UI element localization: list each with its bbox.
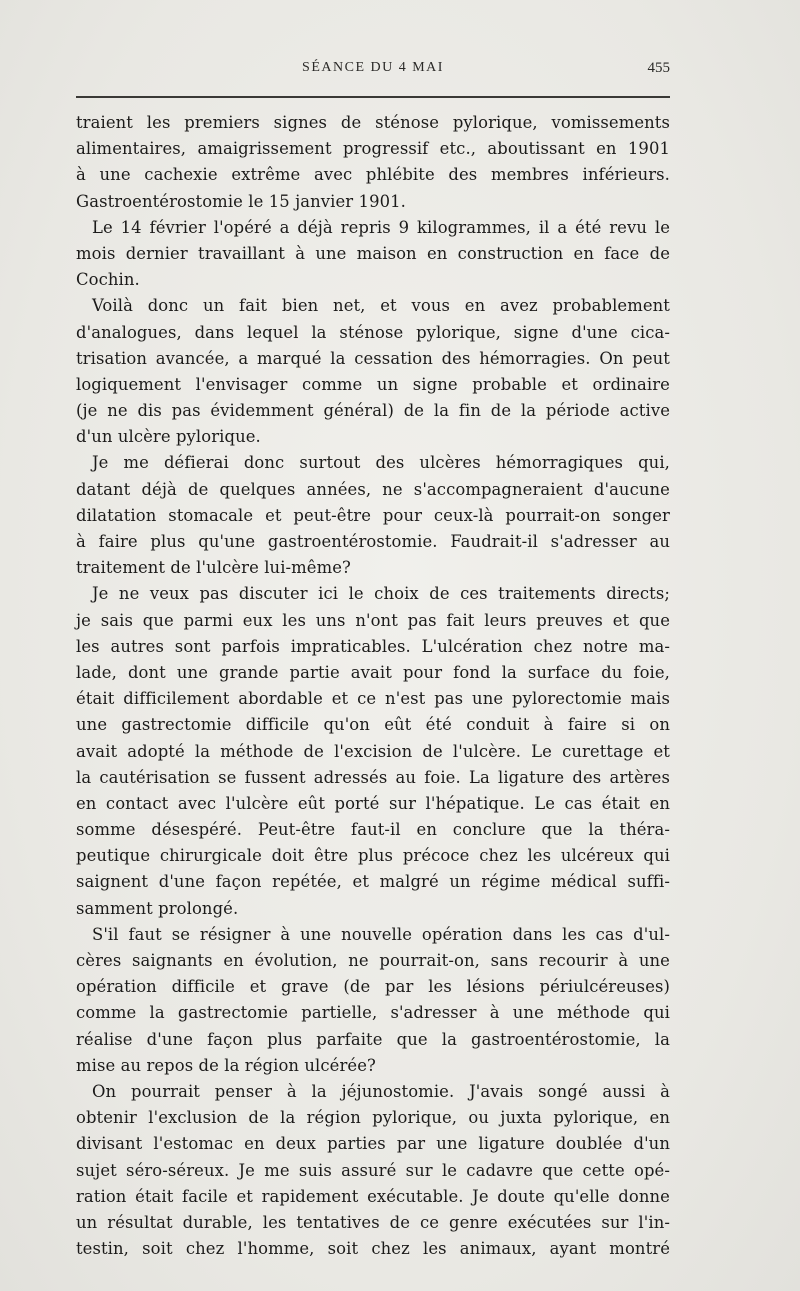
text-line: S'il faut se résigner à une nouvelle opération dans les cas d'ul- [92, 924, 670, 944]
text-line: obtenir l'exclusion de la région pylorique, ou juxta pylorique, en [76, 1108, 670, 1128]
text-line: traitement de l'ulcère lui-même? [76, 558, 351, 578]
text-line: en contact avec l'ulcère eût porté sur l'hépatique. Le cas était en [76, 793, 670, 813]
running-title: SÉANCE DU 4 MAI [302, 60, 444, 75]
text-line: opération difficile et grave (de par les lésions périulcéreuses) [76, 977, 670, 997]
text-line: les autres sont parfois impraticables. L'ulcération chez notre ma- [76, 636, 670, 656]
text-line: Je me défierai donc surtout des ulcères hémorragiques qui, [92, 453, 670, 473]
page-number: 455 [647, 60, 670, 76]
text-line: un résultat durable, les tentatives de ce genre exécutées sur l'in- [76, 1212, 670, 1232]
text-line: la cautérisation se fussent adressés au foie. La ligature des artères [76, 767, 670, 787]
text-line: On pourrait penser à la jéjunostomie. J'avais songé aussi à [92, 1081, 670, 1101]
text-line: alimentaires, amaigrissement progressif etc., aboutissant en 1901 [76, 139, 670, 159]
text-line: logiquement l'envisager comme un signe probable et ordinaire [76, 374, 670, 394]
text-line: somme désespéré. Peut-être faut-il en conclure que la théra- [76, 820, 670, 840]
text-line: peutique chirurgicale doit être plus précoce chez les ulcéreux qui [76, 846, 670, 866]
text-line: d'un ulcère pylorique. [76, 427, 261, 447]
text-line: Voilà donc un fait bien net, et vous en avez probablement [92, 296, 670, 316]
text-line: Gastroentérostomie le 15 janvier 1901. [76, 191, 406, 211]
text-line: lade, dont une grande partie avait pour fond la surface du foie, [76, 662, 670, 682]
text-line: testin, soit chez l'homme, soit chez les animaux, ayant montré [76, 1239, 670, 1259]
text-line: était difficilement abordable et ce n'est pas une pylorectomie mais [76, 689, 670, 709]
text-line: datant déjà de quelques années, ne s'accompagneraient d'aucune [76, 479, 670, 499]
text-line: (je ne dis pas évidemment général) de la fin de la période active [76, 401, 670, 421]
text-line: à une cachexie extrême avec phlébite des membres inférieurs. [76, 165, 670, 185]
text-line: saignent d'une façon repétée, et malgré un régime médical suffi- [76, 872, 670, 892]
text-line: cères saignants en évolution, ne pourrait-on, sans recourir à une [76, 951, 670, 970]
text-line: dilatation stomacale et peut-être pour ceux-là pourrait-on songer [76, 505, 670, 525]
text-line: comme la gastrectomie partielle, s'adresser à une méthode qui [76, 1003, 670, 1023]
text-line: réalise d'une façon plus parfaite que la gastroentérostomie, la [76, 1029, 670, 1049]
text-line: trisation avancée, a marqué la cessation des hémorragies. On peut [76, 348, 670, 368]
text-line: mise au repos de la région ulcérée? [76, 1055, 376, 1075]
running-head [76, 60, 670, 84]
text-line: je sais que parmi eux les uns n'ont pas fait leurs preuves et que [76, 610, 670, 630]
text-line: d'analogues, dans lequel la sténose pylorique, signe d'une cica- [76, 322, 670, 342]
text-line: divisant l'estomac en deux parties par une ligature doublée d'un [76, 1134, 670, 1154]
text-line: à faire plus qu'une gastroentérostomie. Faudrait-il s'adresser au [76, 532, 670, 551]
body-text [76, 110, 670, 1262]
header-rule [76, 96, 670, 98]
text-line: une gastrectomie difficile qu'on eût été conduit à faire si on [76, 715, 670, 735]
text-line: Le 14 février l'opéré a déjà repris 9 kilogrammes, il a été revu le [92, 217, 670, 237]
text-line: mois dernier travaillant à une maison en construction en face de [76, 243, 670, 263]
text-line: Cochin. [76, 270, 140, 290]
text-line: samment prolongé. [76, 898, 239, 918]
text-line: sujet séro-séreux. Je me suis assuré sur le cadavre que cette opé- [76, 1160, 670, 1180]
text-line: ration était facile et rapidement exécutable. Je doute qu'elle donne [76, 1186, 670, 1206]
text-line: Je ne veux pas discuter ici le choix de ces traitements directs; [92, 584, 670, 604]
text-line: avait adopté la méthode de l'excision de l'ulcère. Le curettage et [76, 741, 670, 761]
text-line: traient les premiers signes de sténose pylorique, vomissements [76, 113, 670, 132]
